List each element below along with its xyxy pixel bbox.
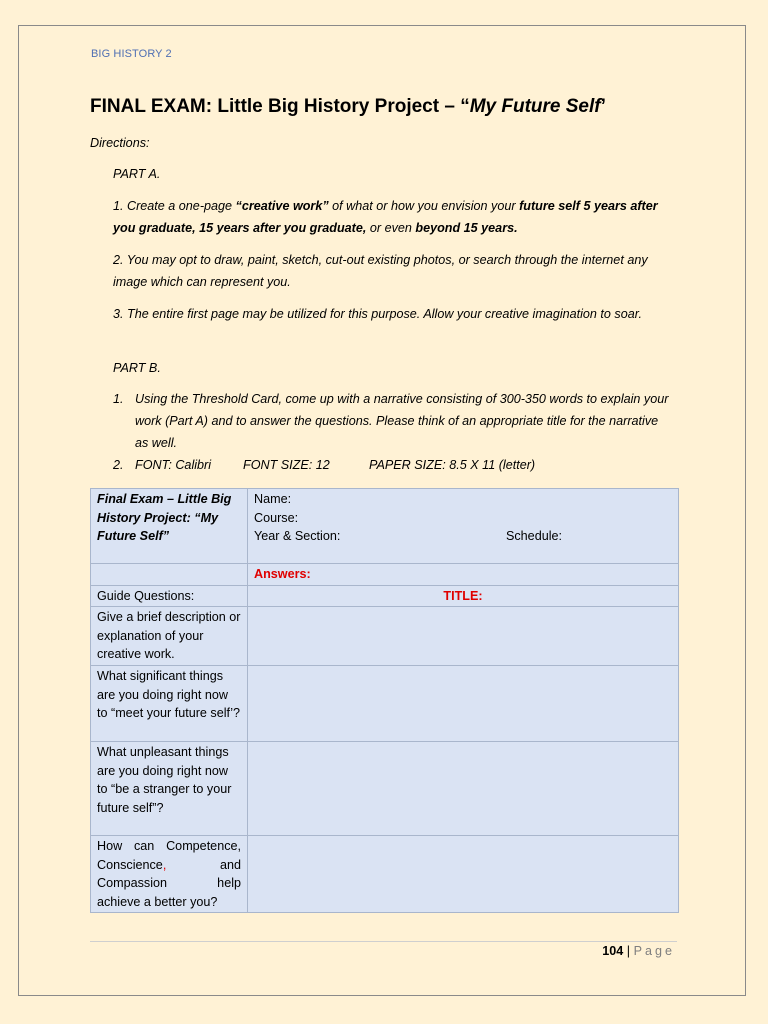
question-1: Give a brief description or explanation of your creative work. [91, 607, 248, 666]
question-3: What unpleasant things are you doing right now to “be a stranger to your future self”? [91, 741, 248, 835]
part-a-item-2: 2. You may opt to draw, paint, sketch, cut-out existing photos, or search through the internet any image which can represent you. [113, 253, 648, 289]
year-section-label: Year & Section: [254, 529, 341, 544]
page-number: 104 [602, 944, 624, 958]
answer-4-cell[interactable] [248, 835, 679, 912]
course-label: Course: [254, 510, 299, 525]
page-footer: 104 | Page [602, 944, 675, 958]
directions-label: Directions: [90, 136, 150, 150]
exam-title-cell: Final Exam – Little Big History Project: “My Future Self” [91, 489, 248, 564]
table-row [91, 741, 679, 835]
table-row [91, 564, 679, 586]
name-label: Name: [254, 492, 292, 506]
guide-questions-label: Guide Questions: [91, 585, 248, 607]
part-a-item-3: 3. The entire first page may be utilized for this purpose. Allow your creative imagination to soar. [113, 307, 642, 321]
title-label: TITLE: [248, 585, 679, 607]
page-label: Page [633, 944, 675, 958]
question-4: How can Competence, Conscience, and Compassion help achieve a better you? [91, 835, 248, 912]
table-row [91, 665, 679, 741]
answers-label: Answers: [248, 564, 679, 586]
student-info-cell [248, 489, 679, 564]
part-b-item-2: 2. FONT: Calibri FONT SIZE: 12 PAPER SIZE: 8.5 X 11 (letter) [113, 458, 536, 472]
answer-3-cell[interactable] [248, 741, 679, 835]
exam-table [90, 488, 679, 913]
answer-2-cell[interactable] [248, 665, 679, 741]
table-row [91, 835, 679, 912]
table-row [91, 585, 679, 607]
answer-1-cell[interactable] [248, 607, 679, 666]
part-b-label: PART B. [113, 361, 161, 375]
page-title: FINAL EXAM: Little Big History Project – “My Future Self’ [90, 96, 606, 117]
question-2: What significant things are you doing right now to “meet your future self’? [91, 665, 248, 741]
running-header: BIG HISTORY 2 [91, 48, 172, 60]
part-a-item-1: 1. Create a one-page “creative work” of what or how you envision your future self 5 years after you graduate, 15 years after you graduate, or even beyond 15 years. [113, 199, 658, 235]
table-header-row [91, 489, 679, 564]
table-row [91, 607, 679, 666]
part-a-label: PART A. [113, 167, 161, 181]
schedule-label: Schedule: [505, 529, 562, 544]
part-b-list [113, 388, 673, 476]
footer-divider [90, 941, 677, 942]
part-b-item-1: 1. Using the Threshold Card, come up with a narrative consisting of 300-350 words to explain your work (Part A) and to answer the questions. Please think of an appropriate title for the narrative as well. [113, 392, 669, 450]
